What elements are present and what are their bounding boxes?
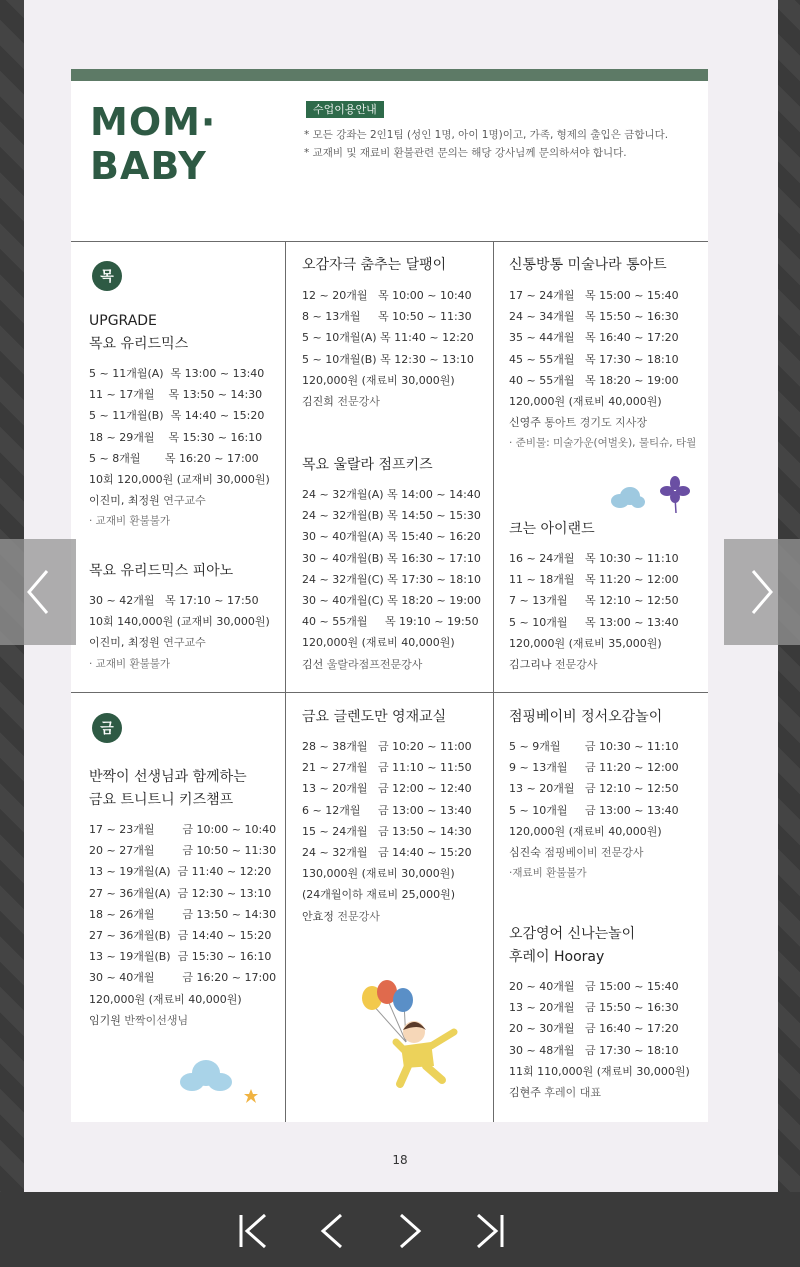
schedule-line: 24 ~ 32개월(B) 목 14:50 ~ 15:30 [302,509,481,523]
course-block [509,706,679,884]
course-block [302,706,472,927]
schedule-line: 20 ~ 27개월 금 10:50 ~ 11:30 [89,844,277,858]
course-title: 신통방통 미술나라 통아트 [509,257,667,273]
course-title: 반짝이 선생님과 함께하는 [89,769,247,785]
price-line: (24개월이하 재료비 25,000원) [302,888,456,902]
instructor-role: 전문강사 [333,909,380,923]
course-title: UPGRADE [89,313,157,329]
schedule-line: 40 ~ 55개월 목 18:20 ~ 19:00 [509,373,679,387]
schedule-line: 11 ~ 18개월 목 11:20 ~ 12:00 [509,573,679,587]
schedule-line: 24 ~ 34개월 목 15:50 ~ 16:30 [509,310,679,324]
schedule-line: 30 ~ 40개월(C) 목 18:20 ~ 19:00 [302,594,481,608]
schedule-line: 27 ~ 36개월(B) 금 14:40 ~ 15:20 [89,929,272,943]
header-bar [71,69,708,81]
cloud-icon [178,1058,234,1094]
instructor-role: 후레이 대표 [540,1086,602,1100]
price-line: 120,000원 (재료비 40,000원) [509,395,662,409]
schedule-line: 30 ~ 40개월(B) 목 16:30 ~ 17:10 [302,551,481,565]
first-page-icon [235,1211,271,1251]
instructor-name: 김현주 [509,1086,541,1100]
instructor [89,490,270,511]
course-title: 목요 유리드믹스 피아노 [89,563,234,579]
schedule-line: 13 ~ 20개월 금 12:00 ~ 12:40 [302,782,472,796]
schedule-line: 40 ~ 55개월 목 19:10 ~ 19:50 [302,615,479,629]
schedule-line: 30 ~ 42개월 목 17:10 ~ 17:50 [89,594,259,607]
page-title [90,100,216,188]
course-title: 점핑베이비 정서오감놀이 [509,709,663,725]
schedule-line: 28 ~ 38개월 금 10:20 ~ 11:00 [302,740,472,753]
instructor-name: 안효정 [302,909,334,923]
page-number: 18 [392,1153,408,1167]
schedule-line: 7 ~ 13개월 목 12:10 ~ 12:50 [509,594,679,608]
instructor-role: 울랄라점프전문강사 [323,657,423,671]
price-line: 120,000원 (재료비 35,000원) [509,636,662,650]
course-title: 크는 아이랜드 [509,521,595,537]
instructor [89,632,270,653]
usage-info-badge: 수업이용안내 [306,101,384,118]
schedule-line: 13 ~ 20개월 금 15:50 ~ 16:30 [509,1001,679,1015]
instructor [302,391,474,412]
title-line: MOM· [90,100,217,144]
instructor-role: 전문강사 [551,658,598,672]
schedule-line: 11 ~ 17개월 목 13:50 ~ 14:30 [89,388,263,402]
instructor-name: 신영주 [509,416,541,430]
course-block [302,254,474,412]
schedule-line: 35 ~ 44개월 목 16:40 ~ 17:20 [509,331,679,345]
usage-notes [304,126,668,162]
instructor-name: 김그리나 [509,658,552,672]
next-page-icon [391,1211,427,1251]
star-icon [244,1089,258,1103]
price-line: 120,000원 (재료비 30,000원) [302,373,455,387]
price-line: 120,000원 (재료비 40,000원) [302,636,455,650]
course-title: 목요 울랄라 점프키즈 [302,457,433,473]
schedule-line: 15 ~ 24개월 금 13:50 ~ 14:30 [302,824,472,838]
instructor-name: 김선 [302,657,324,671]
course-title: 목요 유리드믹스 [89,336,189,352]
instructor-name: 이진미, 최정원 [89,494,160,508]
instructor [509,842,679,863]
instructor-role: 전문강사 [333,395,380,409]
schedule-line: 12 ~ 20개월 목 10:00 ~ 10:40 [302,289,472,302]
instructor [89,1010,276,1031]
schedule-line: 20 ~ 40개월 금 15:00 ~ 15:40 [509,980,679,993]
instructor [509,412,696,433]
course-title: 금요 글렌도만 영재교실 [302,709,447,725]
schedule-line: 5 ~ 11개월(B) 목 14:40 ~ 15:20 [89,409,265,423]
title-line: BABY [90,144,207,188]
schedule-line: 24 ~ 32개월(C) 목 17:30 ~ 18:10 [302,572,481,586]
previous-page-side-button[interactable] [0,539,76,645]
instructor-role: 연구교수 [159,494,206,508]
day-badge-friday: 금 [92,713,122,743]
schedule-line: 27 ~ 36개월(A) 금 12:30 ~ 13:10 [89,886,272,900]
schedule-line: 45 ~ 55개월 목 17:30 ~ 18:10 [509,352,679,366]
instructor [302,654,481,675]
instructor-name: 임기원 [89,1013,121,1027]
instructor-name: 김진희 [302,395,334,409]
schedule-line: 6 ~ 12개월 금 13:00 ~ 13:40 [302,803,472,817]
schedule-line: 16 ~ 24개월 목 10:30 ~ 11:10 [509,552,679,565]
day-badge-thursday: 목 [92,261,122,291]
instructor-name: 심진숙 [509,846,541,860]
schedule-line: 17 ~ 24개월 목 15:00 ~ 15:40 [509,289,679,302]
next-page-button[interactable] [384,1206,434,1256]
instructor [509,1082,690,1103]
grid-divider [71,692,708,693]
price-line: 11회 110,000원 (재료비 30,000원) [509,1064,690,1078]
instructor-role: 연구교수 [159,636,206,650]
price-line: 130,000원 (재료비 30,000원) [302,867,455,881]
schedule-line: 24 ~ 32개월 금 14:40 ~ 15:20 [302,846,472,860]
course-note: · 준비물: 미술가운(여벌옷), 물티슈, 타월 [509,437,697,450]
instructor [302,906,472,927]
course-note: · 교재비 환불불가 [89,515,171,528]
price-line: 120,000원 (재료비 40,000원) [89,992,242,1006]
instructor-role: 통아트 경기도 지사장 [540,416,648,430]
instructor-name: 이진미, 최정원 [89,636,160,650]
schedule-line: 17 ~ 23개월 금 10:00 ~ 10:40 [89,823,277,836]
course-block [89,310,270,532]
course-block [509,254,696,454]
course-block [302,454,481,675]
course-title: 후레이 Hooray [509,949,605,965]
course-block [89,766,276,1031]
course-note: ·재료비 환불불가 [509,867,587,880]
price-line: 120,000원 (재료비 40,000원) [509,824,662,838]
schedule-line: 13 ~ 20개월 금 12:10 ~ 12:50 [509,782,679,796]
note-line: * 교재비 및 재료비 환불관련 문의는 해당 강사님께 문의하셔야 합니다. [304,147,627,159]
schedule-line: 8 ~ 13개월 목 10:50 ~ 11:30 [302,310,472,324]
course-note: · 교재비 환불불가 [89,657,171,670]
course-title: 오감자극 춤추는 달팽이 [302,257,447,273]
schedule-line: 30 ~ 48개월 금 17:30 ~ 18:10 [509,1043,679,1057]
course-block [89,560,270,675]
schedule-line: 24 ~ 32개월(A) 목 14:00 ~ 14:40 [302,488,481,501]
grid-divider [493,241,494,1122]
chevron-right-icon [747,567,777,617]
grid-divider [285,241,286,1122]
previous-page-button[interactable] [308,1206,358,1256]
note-line: * 모든 강좌는 2인1팀 (성인 1명, 아이 1명)이고, 가족, 형제의 출입은 금합니다. [304,129,669,141]
schedule-line: 5 ~ 10개월(B) 목 12:30 ~ 13:10 [302,352,474,366]
course-block [509,518,679,675]
last-page-button[interactable] [465,1206,515,1256]
instructor-role: 점핑베이비 전문강사 [540,846,644,860]
schedule-line: 13 ~ 19개월(B) 금 15:30 ~ 16:10 [89,950,272,964]
next-page-side-button[interactable] [724,539,800,645]
last-page-icon [472,1211,508,1251]
price-line: 10회 120,000원 (교재비 30,000원) [89,473,270,487]
schedule-line: 5 ~ 10개월 목 13:00 ~ 13:40 [509,615,679,629]
schedule-line: 5 ~ 10개월(A) 목 11:40 ~ 12:20 [302,331,474,345]
schedule-line: 30 ~ 40개월 금 16:20 ~ 17:00 [89,971,277,985]
schedule-line: 18 ~ 26개월 금 13:50 ~ 14:30 [89,907,277,921]
previous-page-icon [315,1211,351,1251]
instructor [509,654,679,675]
flower-icon [658,475,692,515]
schedule-line: 18 ~ 29개월 목 15:30 ~ 16:10 [89,430,263,444]
cloud-icon [610,486,646,510]
schedule-line: 30 ~ 40개월(A) 목 15:40 ~ 16:20 [302,530,481,544]
course-title: 금요 트니트니 키즈챔프 [89,792,234,808]
instructor-role: 반짝이선생님 [120,1013,189,1027]
schedule-line: 21 ~ 27개월 금 11:10 ~ 11:50 [302,761,472,775]
first-page-button[interactable] [228,1206,278,1256]
grid-divider [71,241,708,242]
schedule-line: 5 ~ 10개월 금 13:00 ~ 13:40 [509,803,679,817]
course-title: 오감영어 신나는놀이 [509,926,636,942]
price-line: 10회 140,000원 (교재비 30,000원) [89,615,270,629]
schedule-line: 5 ~ 8개월 목 16:20 ~ 17:00 [89,451,259,465]
schedule-line: 5 ~ 9개월 금 10:30 ~ 11:10 [509,740,679,753]
schedule-line: 5 ~ 11개월(A) 목 13:00 ~ 13:40 [89,367,265,380]
schedule-line: 9 ~ 13개월 금 11:20 ~ 12:00 [509,761,679,775]
schedule-line: 20 ~ 30개월 금 16:40 ~ 17:20 [509,1022,679,1036]
schedule-line: 13 ~ 19개월(A) 금 11:40 ~ 12:20 [89,865,272,879]
chevron-left-icon [23,567,53,617]
course-block [509,923,690,1103]
balloon-child-illustration [356,980,466,1090]
